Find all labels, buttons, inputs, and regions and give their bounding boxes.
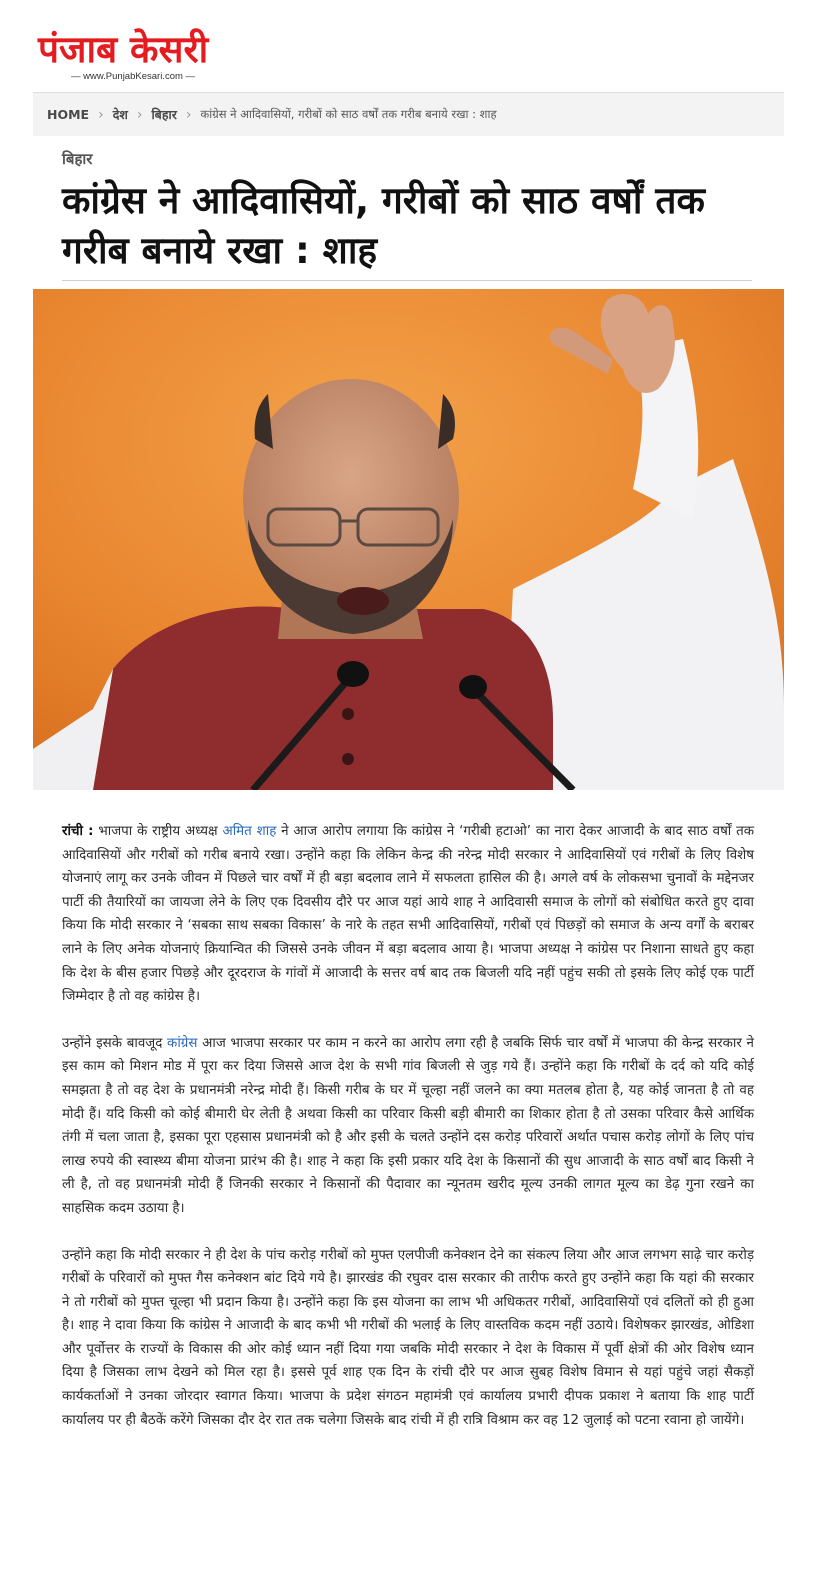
logo-wordmark: पंजाब केसरी bbox=[38, 28, 209, 71]
breadcrumb bbox=[33, 92, 784, 136]
link-congress[interactable]: कांग्रेस bbox=[167, 1035, 198, 1051]
hero-photo-illustration bbox=[33, 289, 784, 790]
article-category[interactable]: बिहार bbox=[62, 150, 93, 168]
logo-url-text: www.PunjabKesari.com bbox=[83, 71, 183, 82]
article-body bbox=[62, 820, 754, 1455]
paragraph-1-text-a: भाजपा के राष्ट्रीय अध्यक्ष bbox=[93, 824, 223, 839]
breadcrumb-desh[interactable]: देश bbox=[112, 107, 128, 122]
breadcrumb-home[interactable]: HOME bbox=[47, 107, 90, 122]
chevron-right-icon: › bbox=[136, 106, 143, 123]
hero-image bbox=[33, 289, 784, 790]
paragraph-1-text-b: ने आज आरोप लगाया कि कांग्रेस ने ‘गरीबी हटाओ’ का नारा देकर आजादी के बाद साठ वर्षों तक आदिवासियों और गरीबों को गरीब बनाये रखा। उन्होंने कहा कि लेकिन केन्द्र की नरेन्द्र मोदी सरकार ने आदिवासियों एवं गरीबों के लिए विशेष योजनाएं लागू कर उनके जीवन में पिछले चार वर्षों में ही बड़ा बदलाव लाने में सफलता हासिल की है। अगले वर्ष के लोकसभा चुनावों के मद्देनजर पार्टी की तैयारियों का जायजा लेने के लिए एक दिवसीय दौरे पर आज यहां आये शाह ने आदिवासी समाज के लोगों को संबोधित करते हुए दावा किया कि मोदी सरकार ने ‘सबका साथ सबका विकास’ के नारे के तहत सभी आदिवासियों, गरीबों एवं पिछड़ों को समाज के अन्य वर्गों के बराबर लाने के लिए अनेक योजनाएं क्रियान्वित की जिससे उनके जीवन में बड़ा बदलाव आया है। भाजपा अध्यक्ष ने कांग्रेस पर निशाना साधते हुए कहा कि देश के बीस हजार पिछड़े और दूरदराज के गांवों में आजादी के सत्तर वर्ष बाद तक बिजली यदि नहीं पहुंच सकी तो इसके लिए कोई एक पार्टी जिम्मेदार है तो वह कांग्रेस है। bbox=[62, 824, 755, 1005]
paragraph-2-text-a: उन्होंने इसके बावजूद bbox=[62, 1035, 168, 1051]
article-headline: कांग्रेस ने आदिवासियों, गरीबों को साठ वर्षों तक गरीब बनाये रखा : शाह bbox=[62, 179, 705, 272]
article-paragraph-2 bbox=[62, 1032, 754, 1221]
site-logo[interactable] bbox=[38, 28, 228, 86]
article-paragraph-3: उन्होंने कहा कि मोदी सरकार ने ही देश के पांच करोड़ गरीबों को मुफ्त एलपीजी कनेक्शन देने का संकल्प लिया और आज लगभग साढ़े चार करोड़ गरीबों के परिवारों को मुफ्त गैस कनेक्शन बांट दिये गये है। झारखंड की रघुवर दास सरकार की तारीफ करते हुए उन्होंने कहा कि यहां की सरकार ने तो गरीबों को मुफ्त चूल्हा भी प्रदान किया है। उन्होंने कहा कि इस योजना का लाभ भी अधिकतर गरीबों, आदिवासियों एवं दलितों को ही हुआ है। शाह ने दावा किया कि कांग्रेस ने आजादी के बाद कभी भी गरीबों की भलाई के लिए वास्तविक कदम नहीं उठाये। विशेषकर झारखंड, ओडिशा और पूर्वोत्तर के राज्यों के विकास की ओर कोई ध्यान नहीं दिया गया जबकि मोदी सरकार ने देश के विकास में पूर्वी क्षेत्रों की ओर विशेष ध्यान दिया है जिसका लाभ देखने को मिल रहा है। इससे पूर्व शाह एक दिन के रांची दौरे पर आज सुबह विशेष विमान से यहां पहुंचे जहां सैकड़ों कार्यकर्ताओं ने उनका जोरदार स्वागत किया। भाजपा के प्रदेश संगठन महामंत्री एवं कार्यालय प्रभारी दीपक प्रकाश ने बताया कि शाह पार्टी कार्यालय पर ही बैठकें करेंगे जिसका दौर देर रात तक चलेगा जिसके बाद रांची में ही रात्रि विश्राम कर वह 12 जुलाई को पटना रवाना हो जायेंगे। bbox=[62, 1247, 754, 1428]
article-dateline: रांची : bbox=[62, 824, 94, 839]
headline-divider bbox=[62, 280, 752, 281]
link-amit-shah[interactable]: अमित शाह bbox=[222, 824, 277, 839]
logo-url: — www.PunjabKesari.com — bbox=[70, 71, 196, 82]
breadcrumb-bihar[interactable]: बिहार bbox=[151, 107, 177, 122]
chevron-right-icon: › bbox=[98, 106, 104, 123]
breadcrumb-current: कांग्रेस ने आदिवासियों, गरीबों को साठ वर्षों तक गरीब बनाये रखा : शाह bbox=[200, 107, 497, 121]
article-paragraph-1 bbox=[62, 820, 754, 1009]
chevron-right-icon: › bbox=[185, 106, 192, 123]
paragraph-2-text-b: आज भाजपा सरकार पर काम न करने का आरोप लगा रही है जबकि सिर्फ चार वर्षों में भाजपा की केन्द्र सरकार ने इस काम को मिशन मोड में पूरा कर दिया जिससे आज देश के सभी गांव बिजली से जुड़ गये हैं। उन्होंने कहा कि गरीबों के दर्द को यदि कोई समझता है तो वह देश के प्रधानमंत्री नरेन्द्र मोदी हैं। किसी गरीब के घर में चूल्हा नहीं जलने का क्या मतलब होता है, यह कोई जानता है तो वह मोदी हैं। यदि किसी को कोई बीमारी घेर लेती है अथवा किसी का परिवार किसी बड़ी बीमारी का शिकार होता है तो उसका परिवार कैसे आर्थिक तंगी में चला जाता है, इसका पूरा एहसास प्रधानमंत्री को है और इसी के चलते उन्होंने दस करोड़ परिवारों अर्थात पचास करोड़ लोगों के लिए पांच लाख रुपये की स्वास्थ्य बीमा योजना प्रारंभ की है। शाह ने कहा कि इसी प्रकार यदि देश के किसानों की सुध आजादी के साठ वर्षों बाद किसी ने ली है, तो वह प्रधानमंत्री मोदी हैं जिनकी सरकार ने किसानों की पैदावार का न्यूनतम खरीद मूल्य उनकी लागत मूल्य का डेढ़ गुना रखने का साहसिक कदम उठाया है। bbox=[62, 1035, 754, 1216]
